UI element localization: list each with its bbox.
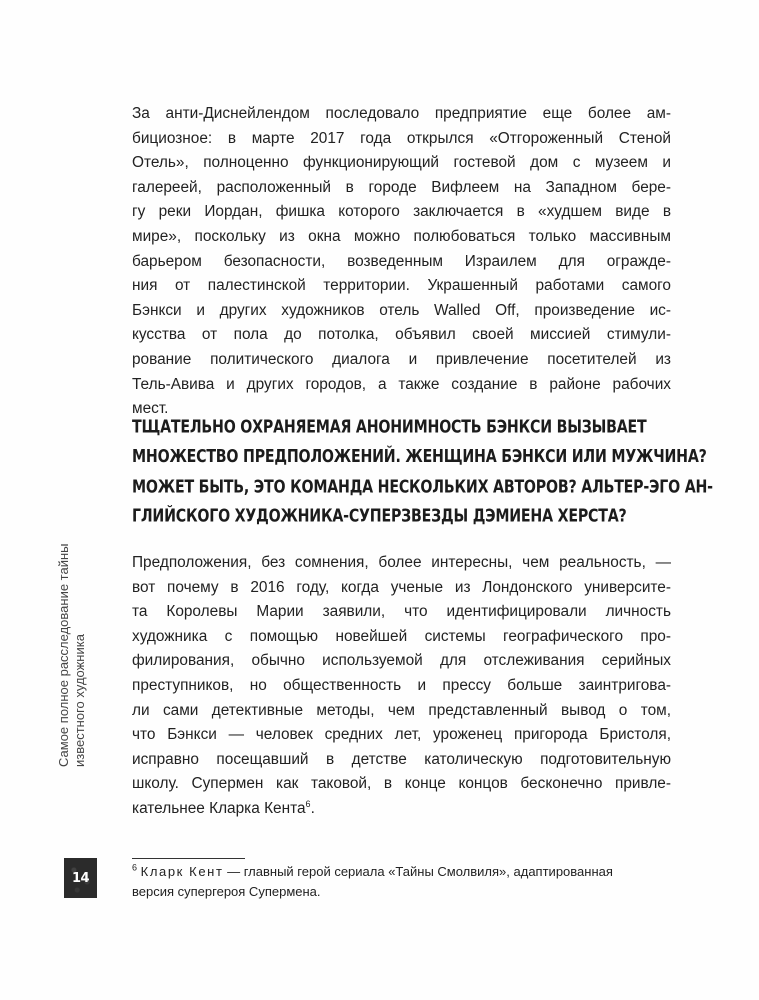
footnote-term: Кларк Кент xyxy=(140,864,224,879)
footnote-text: — главный герой сериала «Тайны Смолвиля», адаптированная xyxy=(223,864,613,879)
page-number: 14 xyxy=(64,858,97,898)
text-line: бициозное: в марте 2017 года открылся «Отгороженный Стеной xyxy=(132,129,671,147)
footnote-line: версия супергероя Супермена. xyxy=(132,884,321,899)
text-line: что Бэнкси — человек средних лет, уроженец пригорода Бристоля, xyxy=(132,726,671,744)
heading-line: ТЩАТЕЛЬНО ОХРАНЯЕМАЯ АНОНИМНОСТЬ БЭНКСИ ВЫЗЫВАЕТ xyxy=(132,417,647,438)
text-line: та Королевы Марии заявили, что идентифицировали личность xyxy=(132,603,671,621)
text-line: ния от палестинской территории. Украшенный работами самого xyxy=(132,277,671,295)
text-line: Отель», полноценно функционирующий гостевой дом с музеем и xyxy=(132,154,671,172)
text-line: художника с помощью новейшей системы географического про- xyxy=(132,627,671,645)
footnote-reference[interactable]: 6 xyxy=(305,798,311,809)
text-line: рование политического диалога и привлечение посетителей из xyxy=(132,350,671,368)
text-line-content: кательнее Кларка Кента xyxy=(132,799,306,817)
heading-line: МОЖЕТ БЫТЬ, ЭТО КОМАНДА НЕСКОЛЬКИХ АВТОРОВ? АЛЬТЕР-ЭГО АН- xyxy=(132,477,713,497)
text-line: галереей, расположенный в городе Вифлеем на Западном бере- xyxy=(132,178,671,196)
running-title-line: Самое полное расследование тайны xyxy=(56,543,71,767)
text-line: преступников, но общественность и прессу больше заинтригова- xyxy=(132,676,671,694)
footnote xyxy=(132,862,692,902)
heading-line: ГЛИЙСКОГО ХУДОЖНИКА-СУПЕРЗВЕЗДЫ ДЭМИЕНА ХЕРСТА? xyxy=(132,506,627,527)
text-line: филирования, обычно используемой для отслеживания серийных xyxy=(132,652,671,670)
running-title-line: известного художника xyxy=(72,634,87,767)
text-line: мире», поскольку из окна можно полюбоваться только массивным xyxy=(132,227,671,245)
text-line: исправно посещавший в детстве католическую подготовительную xyxy=(132,750,671,768)
paragraph-walled-off-hotel xyxy=(132,102,671,422)
text-line: Бэнкси и других художников отель Walled Off, произведение ис- xyxy=(132,301,671,319)
running-title xyxy=(56,497,102,767)
footnote-divider xyxy=(132,858,245,859)
paragraph-speculation xyxy=(132,551,671,822)
text-line: барьером безопасности, возведенным Израилем для огражде- xyxy=(132,252,671,270)
text-line: За анти-Диснейлендом последовало предприятие еще более ам- xyxy=(132,105,671,122)
text-line: вот почему в 2016 году, когда ученые из Лондонского университе- xyxy=(132,578,671,596)
text-line: кусства от пола до потолка, объявил своей миссией стимули- xyxy=(132,326,671,344)
footnote-line xyxy=(132,862,692,882)
text-line: ли сами детективные методы, чем представленный вывод о том, xyxy=(132,701,671,719)
text-line: Тель-Авива и других городов, а также создание в районе рабочих xyxy=(132,375,671,393)
text-line: мест. xyxy=(132,400,169,418)
text-line: школу. Супермен как таковой, в конце концов бесконечно привле- xyxy=(132,775,671,793)
text-line: гу реки Иордан, фишка которого заключается в «худшем виде в xyxy=(132,203,671,221)
text-line: Предположения, без сомнения, более интересны, чем реальность, — xyxy=(132,554,671,571)
footnote-marker: 6 xyxy=(132,862,138,873)
heading-line: МНОЖЕСТВО ПРЕДПОЛОЖЕНИЙ. ЖЕНЩИНА БЭНКСИ ИЛИ МУЖЧИНА? xyxy=(132,447,707,468)
text-line: кательнее Кларка Кента$^6$. xyxy=(132,798,315,817)
section-heading xyxy=(132,413,713,532)
